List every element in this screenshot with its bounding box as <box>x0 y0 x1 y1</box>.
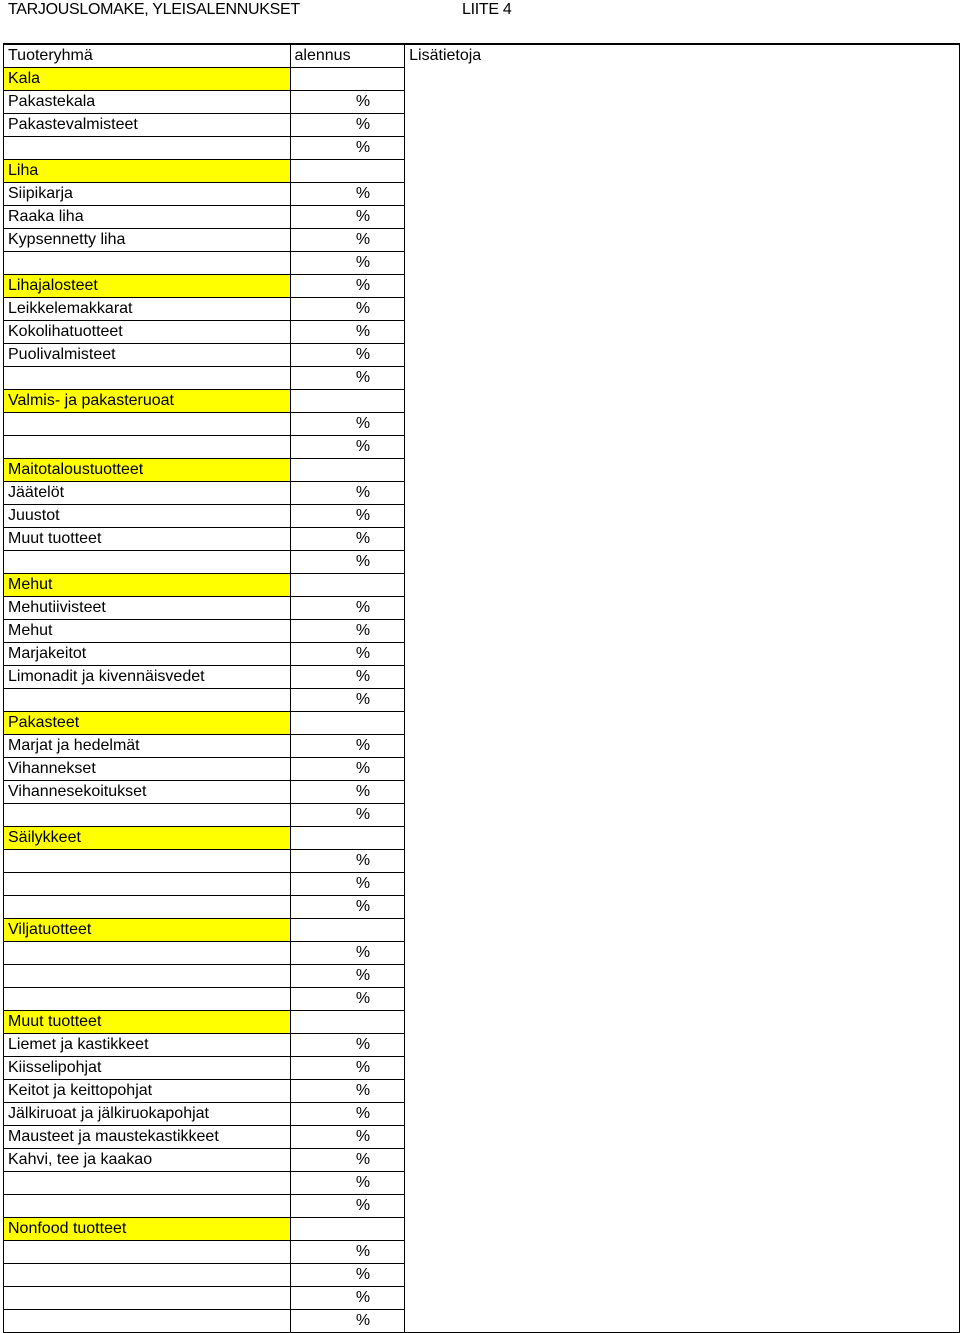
discount-cell[interactable]: % <box>290 1195 405 1218</box>
discount-cell[interactable] <box>290 574 405 597</box>
product-row <box>4 1287 960 1310</box>
discount-cell[interactable]: % <box>290 183 405 206</box>
product-label <box>4 850 291 873</box>
discount-cell[interactable]: % <box>290 1287 405 1310</box>
additional-info-cell[interactable] <box>405 643 960 666</box>
product-row <box>4 689 960 712</box>
product-group-row <box>4 390 960 413</box>
product-group-row <box>4 459 960 482</box>
product-row <box>4 298 960 321</box>
product-row <box>4 988 960 1011</box>
discount-cell[interactable]: % <box>290 735 405 758</box>
discount-cell[interactable]: % <box>290 252 405 275</box>
additional-info-cell[interactable] <box>405 827 960 850</box>
additional-info-cell[interactable] <box>405 781 960 804</box>
product-row <box>4 482 960 505</box>
discount-cell[interactable]: % <box>290 1172 405 1195</box>
product-row <box>4 206 960 229</box>
additional-info-cell[interactable] <box>405 1011 960 1034</box>
discount-cell[interactable]: % <box>290 781 405 804</box>
additional-info-cell[interactable] <box>405 344 960 367</box>
product-group-row <box>4 827 960 850</box>
discount-cell[interactable]: % <box>290 1264 405 1287</box>
discount-cell[interactable] <box>290 1218 405 1241</box>
additional-info-cell[interactable] <box>405 758 960 781</box>
product-group-label: Lihajalosteet <box>4 275 291 298</box>
product-row <box>4 643 960 666</box>
discount-cell[interactable]: % <box>290 758 405 781</box>
discount-cell[interactable]: % <box>290 1241 405 1264</box>
product-group-label: Muut tuotteet <box>4 1011 291 1034</box>
discount-cell[interactable] <box>290 160 405 183</box>
product-label <box>4 896 291 919</box>
product-label <box>4 413 291 436</box>
additional-info-cell[interactable] <box>405 988 960 1011</box>
product-label: Vihannekset <box>4 758 291 781</box>
product-row <box>4 114 960 137</box>
product-label: Kokolihatuotteet <box>4 321 291 344</box>
discount-cell[interactable] <box>290 1011 405 1034</box>
discount-cell[interactable]: % <box>290 1149 405 1172</box>
additional-info-cell[interactable] <box>405 367 960 390</box>
product-label <box>4 965 291 988</box>
additional-info-cell[interactable] <box>405 91 960 114</box>
discount-cell[interactable]: % <box>290 206 405 229</box>
product-group-label: Pakasteet <box>4 712 291 735</box>
product-row <box>4 1264 960 1287</box>
additional-info-cell[interactable] <box>405 1149 960 1172</box>
product-row <box>4 781 960 804</box>
discount-cell[interactable]: % <box>290 413 405 436</box>
product-row <box>4 1310 960 1333</box>
additional-info-cell[interactable] <box>405 965 960 988</box>
product-row <box>4 942 960 965</box>
product-row <box>4 229 960 252</box>
product-group-row <box>4 574 960 597</box>
product-row <box>4 620 960 643</box>
discount-cell[interactable]: % <box>290 114 405 137</box>
table-header-row <box>4 44 960 68</box>
discount-cell[interactable]: % <box>290 1310 405 1333</box>
additional-info-cell[interactable] <box>405 1310 960 1333</box>
discount-cell[interactable] <box>290 919 405 942</box>
additional-info-cell[interactable] <box>405 436 960 459</box>
additional-info-cell[interactable] <box>405 482 960 505</box>
additional-info-cell[interactable] <box>405 804 960 827</box>
product-label: Kypsennetty liha <box>4 229 291 252</box>
product-group-row <box>4 919 960 942</box>
product-row <box>4 758 960 781</box>
product-label: Liemet ja kastikkeet <box>4 1034 291 1057</box>
product-label: Raaka liha <box>4 206 291 229</box>
additional-info-cell[interactable] <box>405 1287 960 1310</box>
discount-cell[interactable]: % <box>290 804 405 827</box>
discount-cell[interactable]: % <box>290 643 405 666</box>
discount-cell[interactable]: % <box>290 367 405 390</box>
column-header-product-group: Tuoteryhmä <box>4 44 291 68</box>
product-label: Keitot ja keittopohjat <box>4 1080 291 1103</box>
discount-cell[interactable]: % <box>290 873 405 896</box>
additional-info-cell[interactable] <box>405 68 960 91</box>
additional-info-cell[interactable] <box>405 712 960 735</box>
product-group-label: Valmis- ja pakasteruoat <box>4 390 291 413</box>
product-row <box>4 137 960 160</box>
discount-cell[interactable]: % <box>290 137 405 160</box>
product-row <box>4 367 960 390</box>
product-row <box>4 735 960 758</box>
additional-info-cell[interactable] <box>405 1264 960 1287</box>
product-row <box>4 597 960 620</box>
product-row <box>4 436 960 459</box>
product-label <box>4 367 291 390</box>
discount-cell[interactable]: % <box>290 988 405 1011</box>
discount-cell[interactable]: % <box>290 436 405 459</box>
additional-info-cell[interactable] <box>405 1103 960 1126</box>
product-row <box>4 804 960 827</box>
product-label: Mehut <box>4 620 291 643</box>
additional-info-cell[interactable] <box>405 1172 960 1195</box>
product-group-row <box>4 160 960 183</box>
additional-info-cell[interactable] <box>405 1080 960 1103</box>
discount-cell[interactable] <box>290 390 405 413</box>
document-header <box>0 0 960 22</box>
additional-info-cell[interactable] <box>405 735 960 758</box>
product-label: Limonadit ja kivennäisvedet <box>4 666 291 689</box>
additional-info-cell[interactable] <box>405 528 960 551</box>
product-label: Siipikarja <box>4 183 291 206</box>
additional-info-cell[interactable] <box>405 620 960 643</box>
product-row <box>4 413 960 436</box>
product-row <box>4 1241 960 1264</box>
discount-cell[interactable]: % <box>290 91 405 114</box>
product-row <box>4 896 960 919</box>
discount-cell[interactable]: % <box>290 1057 405 1080</box>
product-row <box>4 666 960 689</box>
discount-cell[interactable]: % <box>290 620 405 643</box>
product-label <box>4 988 291 1011</box>
product-label: Pakastevalmisteet <box>4 114 291 137</box>
additional-info-cell[interactable] <box>405 1218 960 1241</box>
discount-cell[interactable]: % <box>290 528 405 551</box>
additional-info-cell[interactable] <box>405 137 960 160</box>
product-label: Kiisselipohjat <box>4 1057 291 1080</box>
product-row <box>4 1080 960 1103</box>
product-row <box>4 528 960 551</box>
product-group-label: Kala <box>4 68 291 91</box>
product-label <box>4 252 291 275</box>
product-label <box>4 1264 291 1287</box>
additional-info-cell[interactable] <box>405 298 960 321</box>
product-group-label: Maitotaloustuotteet <box>4 459 291 482</box>
product-label <box>4 1241 291 1264</box>
discount-cell[interactable]: % <box>290 689 405 712</box>
product-label <box>4 551 291 574</box>
product-label <box>4 1172 291 1195</box>
additional-info-cell[interactable] <box>405 873 960 896</box>
additional-info-cell[interactable] <box>405 919 960 942</box>
product-label <box>4 1195 291 1218</box>
product-label <box>4 689 291 712</box>
product-label <box>4 873 291 896</box>
additional-info-cell[interactable] <box>405 850 960 873</box>
product-label <box>4 942 291 965</box>
product-row <box>4 1034 960 1057</box>
additional-info-cell[interactable] <box>405 252 960 275</box>
discount-cell[interactable]: % <box>290 298 405 321</box>
additional-info-cell[interactable] <box>405 1034 960 1057</box>
product-group-row <box>4 275 960 298</box>
discount-form-body <box>4 44 960 1333</box>
additional-info-cell[interactable] <box>405 1195 960 1218</box>
additional-info-cell[interactable] <box>405 597 960 620</box>
product-label <box>4 1310 291 1333</box>
product-label: Kahvi, tee ja kaakao <box>4 1149 291 1172</box>
additional-info-cell[interactable] <box>405 275 960 298</box>
discount-cell[interactable]: % <box>290 1080 405 1103</box>
product-row <box>4 850 960 873</box>
product-group-label: Säilykkeet <box>4 827 291 850</box>
product-label: Jälkiruoat ja jälkiruokapohjat <box>4 1103 291 1126</box>
product-label <box>4 137 291 160</box>
additional-info-cell[interactable] <box>405 390 960 413</box>
discount-cell[interactable] <box>290 827 405 850</box>
discount-cell[interactable]: % <box>290 275 405 298</box>
discount-cell[interactable]: % <box>290 344 405 367</box>
additional-info-cell[interactable] <box>405 505 960 528</box>
product-label: Mehutiivisteet <box>4 597 291 620</box>
product-group-label: Mehut <box>4 574 291 597</box>
product-label: Mausteet ja maustekastikkeet <box>4 1126 291 1149</box>
product-label: Pakastekala <box>4 91 291 114</box>
additional-info-cell[interactable] <box>405 1126 960 1149</box>
product-group-row <box>4 1011 960 1034</box>
product-label: Juustot <box>4 505 291 528</box>
discount-cell[interactable]: % <box>290 896 405 919</box>
discount-cell[interactable] <box>290 68 405 91</box>
product-label <box>4 804 291 827</box>
product-label: Jäätelöt <box>4 482 291 505</box>
discount-cell[interactable]: % <box>290 850 405 873</box>
appendix-label: LIITE 4 <box>462 1 512 18</box>
additional-info-cell[interactable] <box>405 551 960 574</box>
product-row <box>4 321 960 344</box>
product-group-label: Viljatuotteet <box>4 919 291 942</box>
product-row <box>4 505 960 528</box>
product-label: Leikkelemakkarat <box>4 298 291 321</box>
product-row <box>4 1103 960 1126</box>
product-row <box>4 344 960 367</box>
product-row <box>4 183 960 206</box>
product-row <box>4 252 960 275</box>
product-label: Puolivalmisteet <box>4 344 291 367</box>
discount-cell[interactable]: % <box>290 505 405 528</box>
discount-cell[interactable]: % <box>290 1034 405 1057</box>
product-row <box>4 1057 960 1080</box>
discount-cell[interactable]: % <box>290 1103 405 1126</box>
additional-info-cell[interactable] <box>405 160 960 183</box>
product-group-row <box>4 1218 960 1241</box>
product-label <box>4 436 291 459</box>
product-row <box>4 1126 960 1149</box>
additional-info-cell[interactable] <box>405 114 960 137</box>
additional-info-cell[interactable] <box>405 574 960 597</box>
product-group-label: Liha <box>4 160 291 183</box>
additional-info-cell[interactable] <box>405 896 960 919</box>
product-label: Marjat ja hedelmät <box>4 735 291 758</box>
additional-info-cell[interactable] <box>405 321 960 344</box>
discount-cell[interactable] <box>290 459 405 482</box>
product-row <box>4 873 960 896</box>
discount-cell[interactable]: % <box>290 942 405 965</box>
discount-cell[interactable]: % <box>290 229 405 252</box>
additional-info-cell[interactable] <box>405 413 960 436</box>
discount-cell[interactable]: % <box>290 551 405 574</box>
document-title: TARJOUSLOMAKE, YLEISALENNUKSET <box>8 1 300 18</box>
additional-info-cell[interactable] <box>405 666 960 689</box>
product-row <box>4 1195 960 1218</box>
product-group-row <box>4 712 960 735</box>
additional-info-cell[interactable] <box>405 1241 960 1264</box>
product-row <box>4 551 960 574</box>
discount-cell[interactable] <box>290 712 405 735</box>
product-row <box>4 91 960 114</box>
additional-info-cell[interactable] <box>405 1057 960 1080</box>
discount-cell[interactable]: % <box>290 1126 405 1149</box>
product-label: Vihannesekoitukset <box>4 781 291 804</box>
column-header-additional-info: Lisätietoja <box>405 44 960 68</box>
product-row <box>4 965 960 988</box>
additional-info-cell[interactable] <box>405 229 960 252</box>
product-row <box>4 1172 960 1195</box>
column-header-discount: alennus <box>290 44 405 68</box>
product-group-row <box>4 68 960 91</box>
product-row <box>4 1149 960 1172</box>
additional-info-cell[interactable] <box>405 689 960 712</box>
discount-cell[interactable]: % <box>290 482 405 505</box>
product-group-label: Nonfood tuotteet <box>4 1218 291 1241</box>
product-label: Muut tuotteet <box>4 528 291 551</box>
discount-cell[interactable]: % <box>290 666 405 689</box>
additional-info-cell[interactable] <box>405 459 960 482</box>
product-label: Marjakeitot <box>4 643 291 666</box>
additional-info-cell[interactable] <box>405 206 960 229</box>
discount-cell[interactable]: % <box>290 321 405 344</box>
product-label <box>4 1287 291 1310</box>
discount-cell[interactable]: % <box>290 597 405 620</box>
additional-info-cell[interactable] <box>405 183 960 206</box>
additional-info-cell[interactable] <box>405 942 960 965</box>
discount-form-table <box>3 43 960 1333</box>
discount-cell[interactable]: % <box>290 965 405 988</box>
